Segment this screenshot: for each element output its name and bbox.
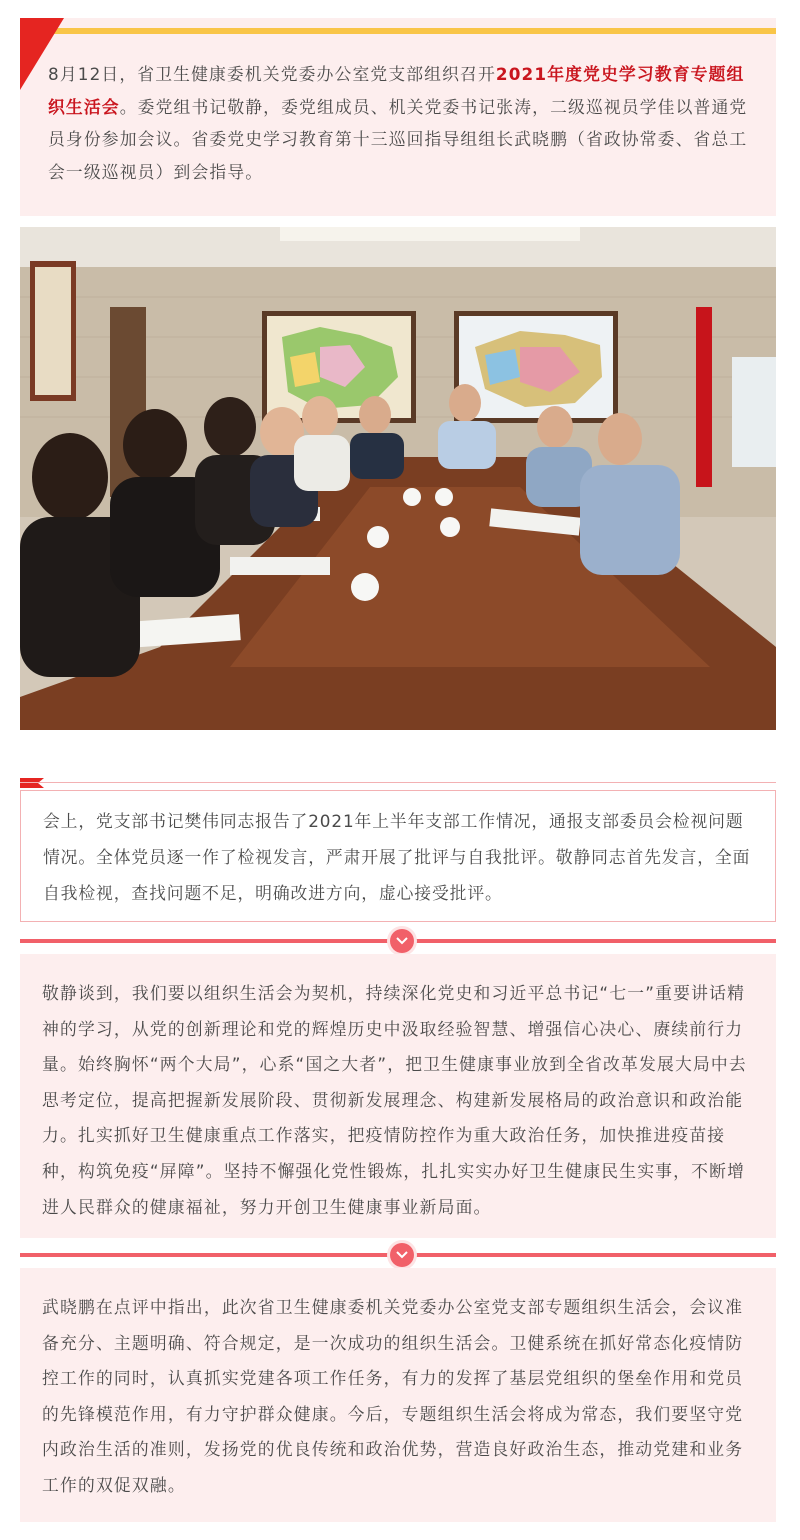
meeting-photo bbox=[20, 227, 776, 730]
intro-card bbox=[20, 18, 776, 216]
chevron-down-icon bbox=[390, 929, 414, 953]
speech-card bbox=[20, 954, 776, 1238]
intro-text-after: 。委党组书记敬静，委党组成员、机关党委书记张涛，二级巡视员学佳以普通党员身份参加会议。省委党史学习教育第十三巡回指导组组长武晓鹏（省政协常委、省总工会一级巡视员）到会指导。 bbox=[48, 96, 748, 182]
comment-paragraph: 武晓鹏在点评中指出，此次省卫生健康委机关党委办公室党支部专题组织生活会，会议准备充分、主题明确、符合规定，是一次成功的组织生活会。卫健系统在抓好常态化疫情防控工作的同时，认真抓实党建各项工作任务，有力的发挥了基层党组织的堡垒作用和党员的先锋模范作用，有力守护群众健康。今后，专题组织生活会将成为常态，我们要坚守党内政治生活的准则，发扬党的优良传统和政治优势，营造良好政治生态，推动党建和业务工作的双促双融。 bbox=[42, 1297, 744, 1495]
intro-highlight: 2021年度党史学习教育专题组织生活会 bbox=[48, 64, 745, 117]
chevron-down-icon bbox=[390, 1243, 414, 1267]
intro-paragraph bbox=[48, 58, 760, 188]
comment-card bbox=[20, 1268, 776, 1522]
report-card bbox=[20, 790, 776, 922]
top-accent-bar bbox=[20, 28, 776, 34]
intro-text-before: 8月12日，省卫生健康委机关党委办公室党支部组织召开 bbox=[48, 64, 496, 84]
section-top-rule bbox=[20, 782, 776, 783]
small-red-flag-icon bbox=[20, 778, 44, 788]
section-divider bbox=[20, 929, 776, 953]
report-paragraph: 会上，党支部书记樊伟同志报告了2021年上半年支部工作情况，通报支部委员会检视问题情况。全体党员逐一作了检视发言，严肃开展了批评与自我批评。敬静同志首先发言，全面自我检视，查找问题不足，明确改进方向，虚心接受批评。 bbox=[43, 811, 751, 903]
section-divider bbox=[20, 1243, 776, 1267]
speech-paragraph: 敬静谈到，我们要以组织生活会为契机，持续深化党史和习近平总书记“七一”重要讲话精神的学习，从党的创新理论和党的辉煌历史中汲取经验智慧、增强信心决心、赓续前行力量。始终胸怀“两个大局”，心系“国之大者”，把卫生健康事业放到全省改革发展大局中去思考定位，提高把握新发展阶段、贯彻新发展理念、构建新发展格局的政治意识和政治能力。扎实抓好卫生健康重点工作落实，把疫情防控作为重大政治任务，加快推进疫苗接种，构筑免疫“屏障”。坚持不懈强化党性锻炼，扎扎实实办好卫生健康民生实事，不断增进人民群众的健康福祉，努力开创卫生健康事业新局面。 bbox=[42, 983, 747, 1217]
